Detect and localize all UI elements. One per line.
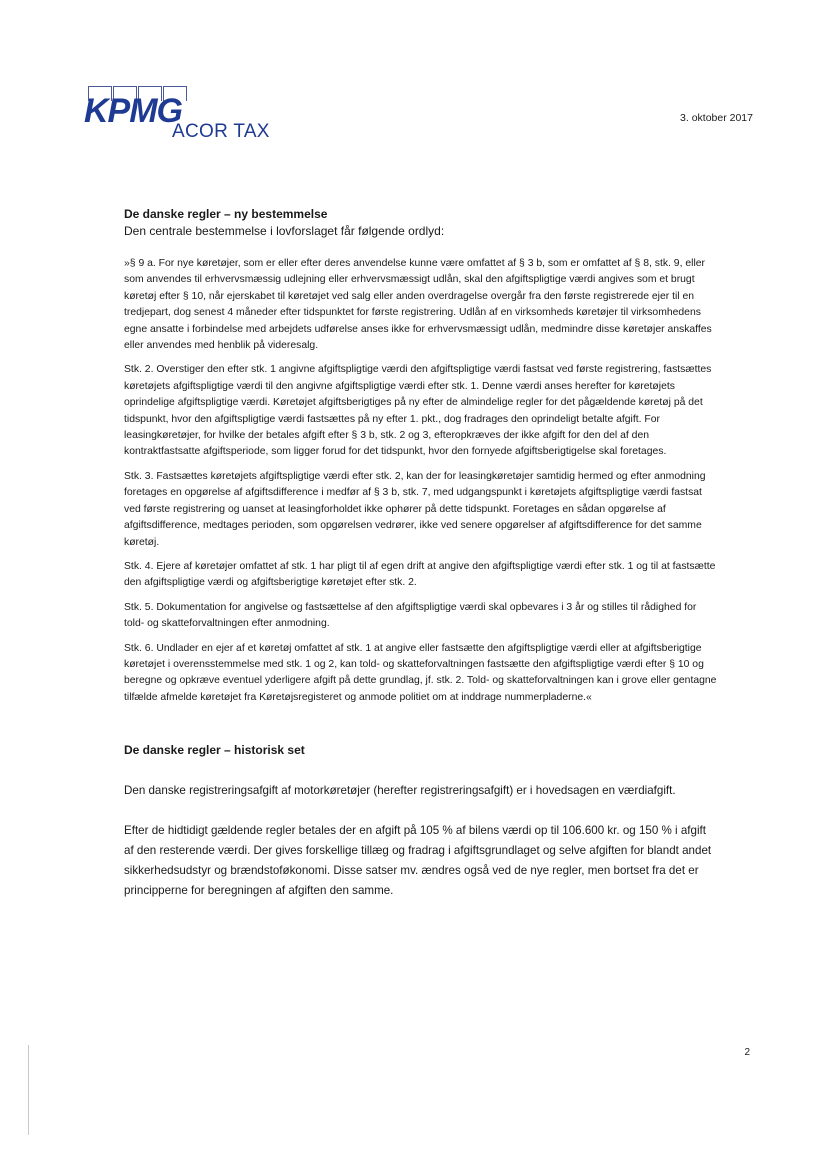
logo-acor-tax: ACOR TAX bbox=[172, 121, 270, 142]
margin-line bbox=[28, 1045, 29, 1135]
history-paragraph: Efter de hidtidigt gældende regler betales der en afgift på 105 % af bilens værdi op til 106.600 kr. og 150 % i afgift af den resterende værdi. Der gives forskellige tillæg og fradrag i afgiftsgrundlaget og selve afgiften for blandt andet sikkerhedsudstyr og brændstoføkonomi. Disse satser mv. ændres også ved de nye regler, men bortset fra det er principperne for beregningen af afgiften den samme. bbox=[124, 824, 712, 898]
provision-paragraph: Stk. 6. Undlader en ejer af et køretøj omfattet af stk. 1 at angive eller fastsætte den afgiftspligtige værdi eller at afgiftsberigtige køretøjet i overensstemmelse med stk. 1 og 2, kan told- og skatteforvaltningen fastsætte den afgiftspligtige værdi efter § 10 og beregne og opkræve eventuel yderligere afgift på dette grundlag, jf. stk. 2. Told- og skatteforvaltningen kan i grove eller gentagne tilfælde afmelde køretøjet fra Køretøjsregisteret og anmode politiet om at inddrage nummerpladerne.« bbox=[124, 642, 717, 703]
section-intro: Den centrale bestemmelse i lovforslaget får følgende ordlyd: bbox=[124, 224, 445, 238]
section-heading-history: De danske regler – historisk set bbox=[124, 743, 305, 758]
kpmg-acor-tax-logo bbox=[84, 86, 284, 146]
provision-paragraph: Stk. 2. Overstiger den efter stk. 1 angivne afgiftspligtige værdi den afgiftspligtige værdi fastsat ved første registrering, fastsættes køretøjets afgiftspligtige værdi til den angivne afgiftspligtige værdi efter stk. 1. Denne værdi anses herefter for køretøjets oprindelige afgiftspligtige værdi. Køretøjet afgiftsberigtiges på ny efter de almindelige regler for det pågældende køretøj på det tidspunkt, hvor den afgiftspligtige værdi fastsættes på ny efter 1. pkt., dog fradrages den oprindeligt betalte afgift. For leasingkøretøjer, for hvilke der betales afgift efter § 3 b, stk. 2 og 3, efteropkræves der ikke afgift for den del af den kontraktfastsatte afgiftsperiode, som ligger forud for det tidspunkt, hvor den fornyede afgiftsberigtigelse skal foretages. bbox=[124, 364, 712, 458]
section-heading-new-provision: De danske regler – ny bestemmelse bbox=[124, 207, 328, 221]
history-paragraph: Den danske registreringsafgift af motorkøretøjer (herefter registreringsafgift) er i hovedsagen en værdiafgift. bbox=[124, 784, 676, 798]
document-date: 3. oktober 2017 bbox=[680, 112, 753, 124]
provision-paragraph: »§ 9 a. For nye køretøjer, som er eller efter deres anvendelse kunne være omfattet af § 3 b, som er omfattet af § 8, stk. 9, eller som anvendes til erhvervsmæssig udlejning eller erhvervsmæssigt udlån, skal den afgiftspligtige værdi angives som et brugt køretøj efter § 10, når ejerskabet til køretøjet ved salg eller anden overdragelse overgår fra den første registrerede ejer til en tredjepart, dog senest 4 måneder efter tidspunktet for første registrering. Udlån af en virksomheds køretøjer til virksomhedens egne ansatte i forbindelse med arbejdets udførelse anses ikke for erhvervsmæssigt udlån, medmindre disse køretøjer anskaffes eller anvendes med henblik på videresalg. bbox=[124, 258, 712, 352]
logo-kpmg: KPMG bbox=[84, 92, 182, 130]
provision-paragraph: Stk. 4. Ejere af køretøjer omfattet af stk. 1 har pligt til af egen drift at angive den afgiftspligtige værdi efter stk. 1 og til at fastsætte den afgiftspligtige værdi og afgiftsberigtige køretøjet efter stk. 2. bbox=[124, 560, 716, 589]
provision-paragraph: Stk. 3. Fastsættes køretøjets afgiftspligtige værdi efter stk. 2, kan der for leasingkøretøjer samtidig hermed og efter anmodning foretages en opgørelse af afgiftsdifference i medfør af § 3 b, stk. 7, med udgangspunkt i køretøjets afgiftspligtige værdi fastsat ved første registrering og uanset at leasingforholdet ikke ophører på dette tidspunkt. Foretages en sådan opgørelse af afgiftsdifference, medtages perioden, som opgørelsen vedrører, ikke ved senere opgørelser af afgiftsdifference for det samme køretøj. bbox=[124, 470, 706, 548]
provision-paragraph: Stk. 5. Dokumentation for angivelse og fastsættelse af den afgiftspligtige værdi skal opbevares i 3 år og stilles til rådighed for told- og skatteforvaltningen efter anmodning. bbox=[124, 601, 697, 630]
page-number: 2 bbox=[744, 1047, 750, 1058]
document-body bbox=[124, 206, 718, 901]
